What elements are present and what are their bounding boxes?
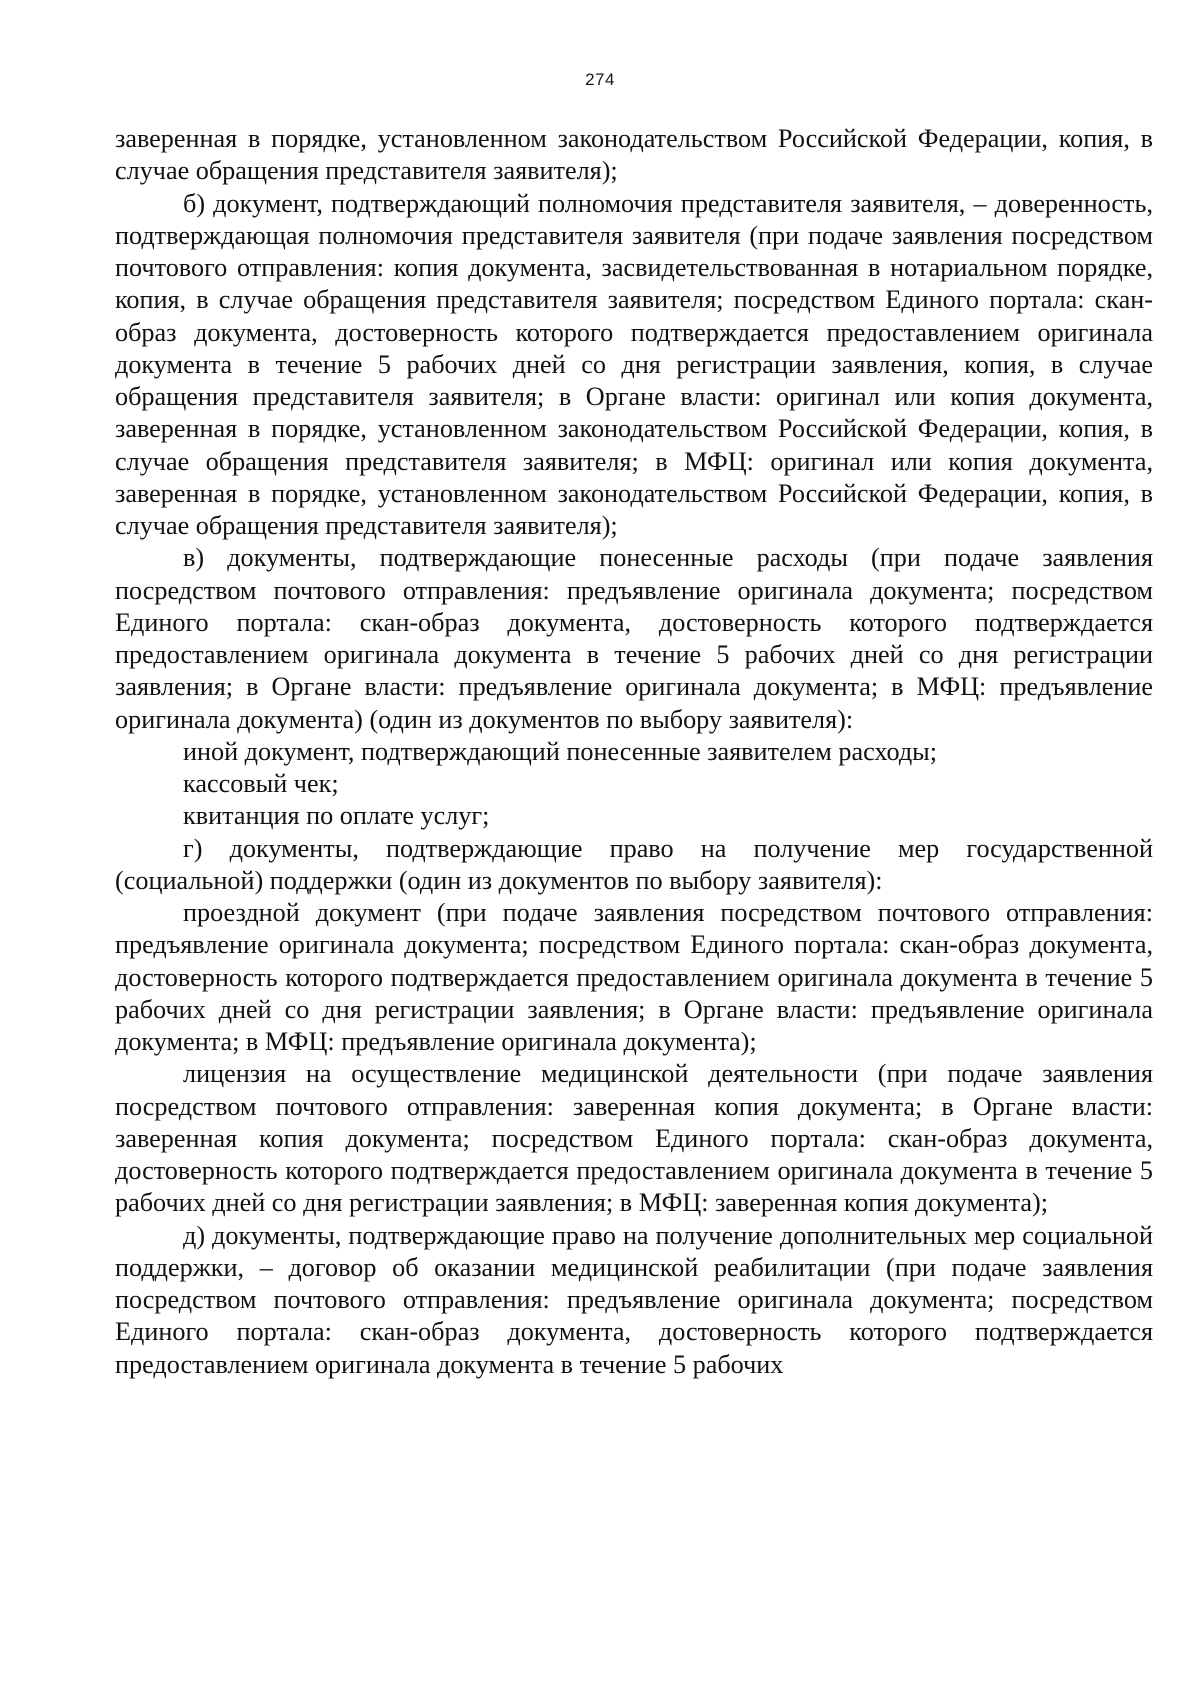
paragraph-subitem-travel-document: проездной документ (при подаче заявления посредством почтового отправления: предъявление оригинала документа; посредством Единого портала: скан-образ документа, достоверность которого подтверждается предоставлением оригинала документа в течение 5 рабочих дней со дня регистрации заявления; в Органе власти: предъявление оригинала документа; в МФЦ: предъявление оригинала документа);	[115, 898, 1153, 1056]
paragraph-subitem-medical-license: лицензия на осуществление медицинской деятельности (при подаче заявления посредством почтового отправления: заверенная копия документа; в Органе власти: заверенная копия документа; посредством Единого портала: скан-образ документа, достоверность которого подтверждается предоставлением оригинала документа в течение 5 рабочих дней со дня регистрации заявления; в МФЦ: заверенная копия документа);	[115, 1059, 1153, 1218]
paragraph-subitem-other-document: иной документ, подтверждающий понесенные заявителем расходы;	[183, 736, 938, 766]
paragraph-subitem-payment-receipt: квитанция по оплате услуг;	[183, 801, 490, 831]
paragraph-continuation: заверенная в порядке, установленном законодательством Российской Федерации, копия, в случае обращения представителя заявителя);	[115, 124, 1153, 186]
paragraph-item-g: г) документы, подтверждающие право на получение мер государственной (социальной) поддержки (один из документов по выбору заявителя):	[115, 833, 1153, 895]
paragraph-item-v: в) документы, подтверждающие понесенные расходы (при подаче заявления посредством почтового отправления: предъявление оригинала документа; посредством Единого портала: скан-образ документа, достоверность которого подтверждается предоставлением оригинала документа в течение 5 рабочих дней со дня регистрации заявления; в Органе власти: предъявление оригинала документа; в МФЦ: предъявление оригинала документа) (один из документов по выбору заявителя):	[115, 543, 1153, 734]
paragraph-item-d: д) документы, подтверждающие право на получение дополнительных мер социальной поддержки, – договор об оказании медицинской реабилитации (при подаче заявления посредством почтового отправления: предъявление оригинала документа; посредством Единого портала: скан-образ документа, достоверность которого подтверждается предоставлением оригинала документа в течение 5 рабочих	[115, 1220, 1153, 1379]
page-number: 274	[585, 70, 615, 89]
document-body	[115, 123, 1153, 1381]
paragraph-subitem-cash-receipt: кассовый чек;	[183, 769, 339, 798]
paragraph-item-b: б) документ, подтверждающий полномочия представителя заявителя, – доверенность, подтверждающая полномочия представителя заявителя (при подаче заявления посредством почтового отправления: копия документа, засвидетельствованная в нотариальном порядке, копия, в случае обращения представителя заявителя; посредством Единого портала: скан-образ документа, достоверность которого подтверждается предоставлением оригинала документа в течение 5 рабочих дней со дня регистрации заявления, копия, в случае обращения представителя заявителя; в Органе власти: оригинал или копия документа, заверенная в порядке, установленном законодательством Российской Федерации, копия, в случае обращения представителя заявителя; в МФЦ: оригинал или копия документа, заверенная в порядке, установленном законодательством Российской Федерации, копия, в случае обращения представителя заявителя);	[115, 188, 1153, 540]
